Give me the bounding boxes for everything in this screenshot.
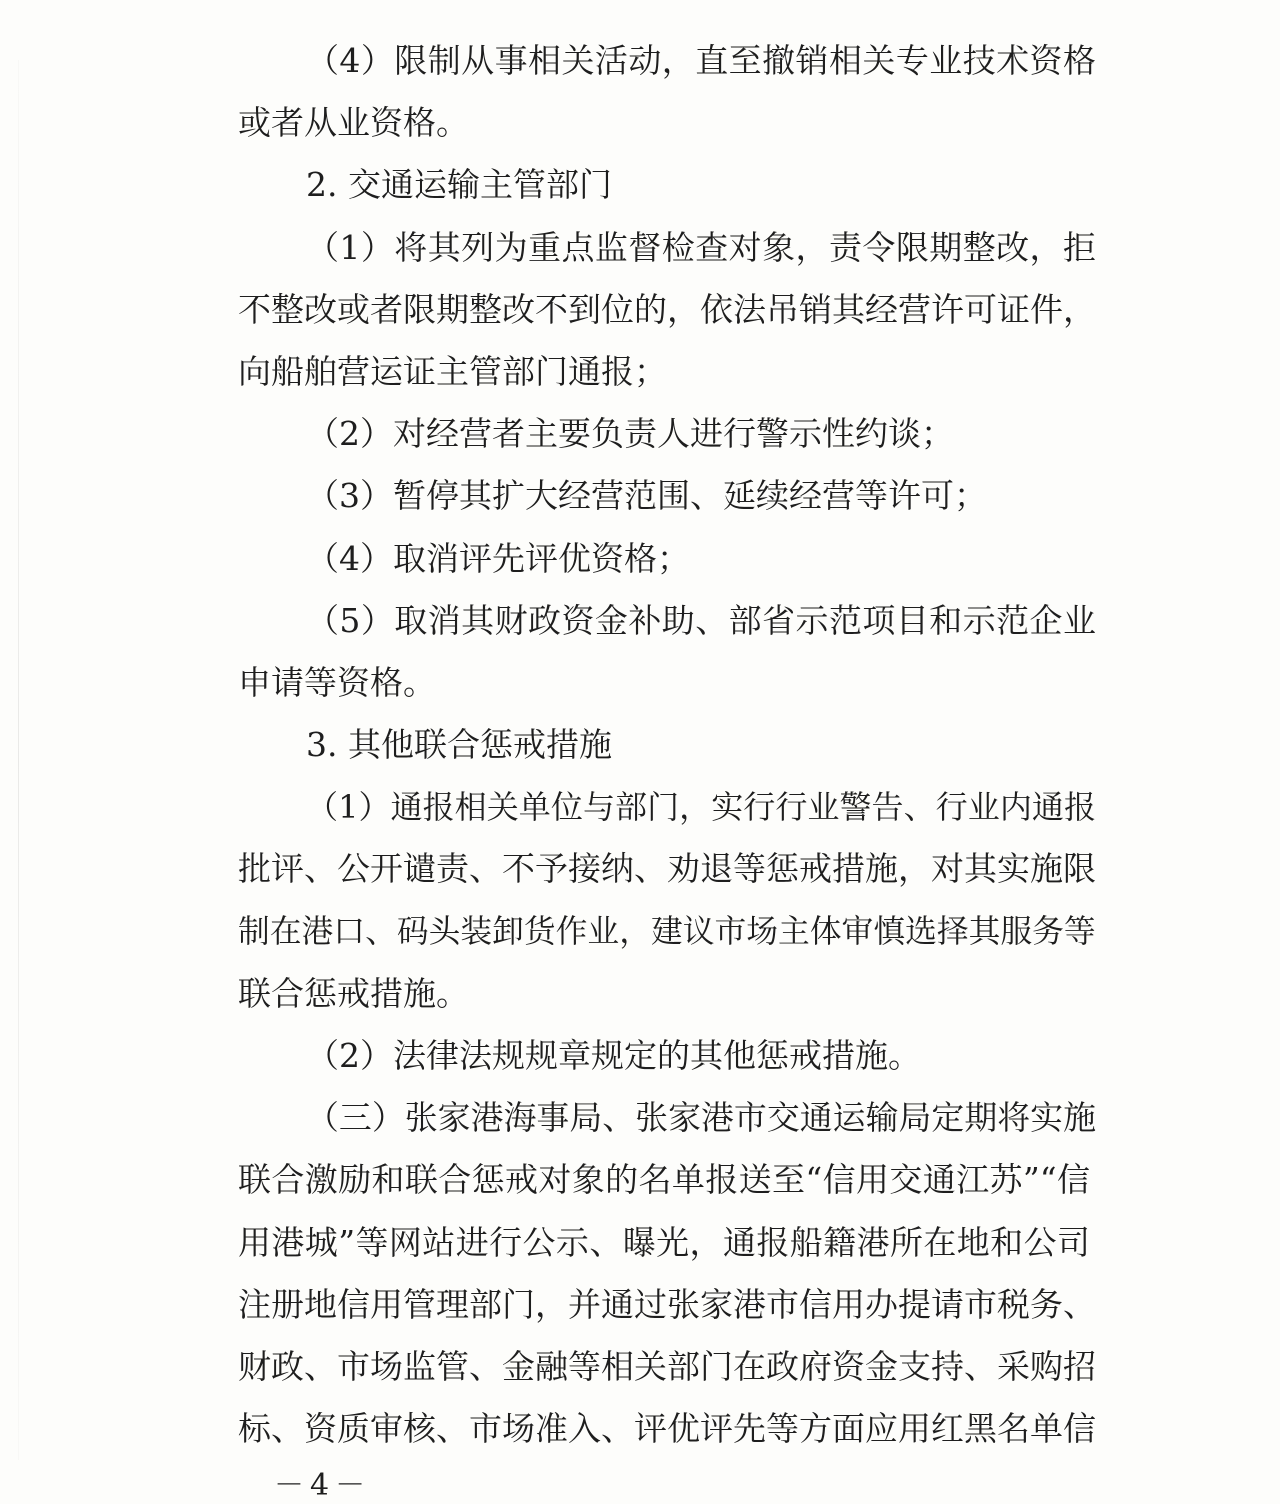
text-line [238, 279, 1096, 341]
line-text: （1）通报相关单位与部门，实行行业警告、行业内通报 [306, 788, 1096, 827]
text-line [238, 30, 1096, 92]
line-text: 不整改或者限期整改不到位的，依法吊销其经营许可证件， [238, 289, 1096, 329]
line-text: 或者从业资格。 [238, 103, 469, 143]
line-text: 财政、市场监管、金融等相关部门在政府资金支持、采购招 [238, 1346, 1096, 1386]
line-text: （2）法律法规规章规定的其他惩戒措施。 [306, 1036, 921, 1075]
line-text: （5）取消其财政资金补助、部省示范项目和示范企业 [306, 600, 1096, 640]
line-text: 联合惩戒措施。 [238, 973, 469, 1013]
line-text: （4）取消评先评优资格； [306, 538, 690, 578]
line-text: 标、资质审核、市场准入、评优评先等方面应用红黑名单信 [238, 1409, 1096, 1449]
section-heading [238, 154, 1096, 216]
text-line [238, 1025, 1096, 1087]
section-heading [238, 714, 1096, 776]
line-text: 注册地信用管理部门，并通过张家港市信用办提请市税务、 [238, 1284, 1096, 1324]
text-line [238, 92, 1096, 154]
line-text: （1）将其列为重点监督检查对象，责令限期整改，拒 [306, 227, 1096, 267]
text-line [238, 590, 1096, 652]
text-line [238, 1087, 1096, 1149]
line-text: （2）对经营者主要负责人进行警示性约谈； [306, 414, 954, 454]
document-body [238, 30, 1096, 1460]
line-text: 制在港口、码头装卸货作业，建议市场主体审慎选择其服务等 [238, 913, 1096, 950]
line-text: 3. 其他联合惩戒措施 [306, 725, 612, 765]
text-line [238, 528, 1096, 590]
line-text: （4）限制从事相关活动，直至撤销相关专业技术资格 [306, 41, 1096, 80]
text-line [238, 1149, 1096, 1211]
text-line [238, 1212, 1096, 1274]
text-line [238, 838, 1096, 900]
text-line [238, 1274, 1096, 1336]
line-text: 申请等资格。 [238, 662, 436, 702]
text-line [238, 901, 1096, 963]
text-line [238, 217, 1096, 279]
text-line [238, 1398, 1096, 1460]
line-text: 批评、公开谴责、不予接纳、劝退等惩戒措施，对其实施限 [238, 849, 1096, 889]
page-edge-shadow [18, 60, 19, 1460]
text-line [238, 652, 1096, 714]
text-line [238, 465, 1096, 527]
text-line [238, 1336, 1096, 1398]
text-line [238, 776, 1096, 838]
text-line [238, 403, 1096, 465]
line-text: 向船舶营运证主管部门通报； [238, 351, 667, 391]
line-text: 2. 交通运输主管部门 [306, 165, 612, 205]
line-text: 用港城”等网站进行公示、曝光，通报船籍港所在地和公司 [238, 1222, 1090, 1262]
line-text: 联合激励和联合惩戒对象的名单报送至“信用交通江苏”“信 [238, 1160, 1090, 1200]
text-line [238, 341, 1096, 403]
line-text: （三）张家港海事局、张家港市交通运输局定期将实施 [306, 1098, 1096, 1138]
page-number: －4－ [274, 1468, 372, 1503]
line-text: （3）暂停其扩大经营范围、延续经营等许可； [306, 476, 987, 516]
text-line [238, 963, 1096, 1025]
